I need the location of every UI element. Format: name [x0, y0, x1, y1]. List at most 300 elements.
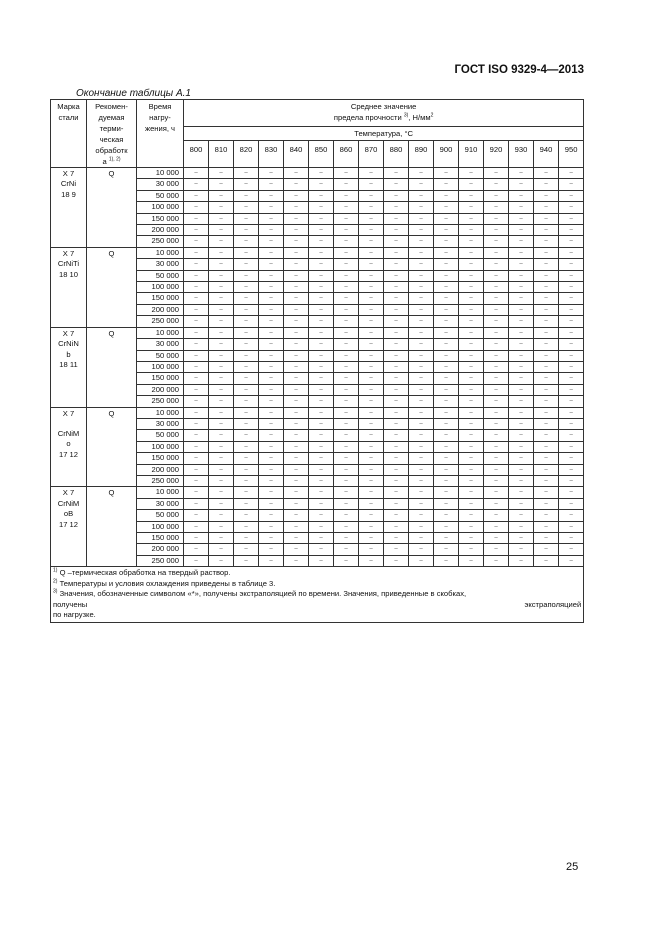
value-cell: –: [509, 327, 534, 338]
value-cell: –: [459, 544, 484, 555]
value-cell: –: [284, 350, 309, 361]
value-cell: –: [534, 521, 559, 532]
loading-time-cell: 250 000: [137, 475, 184, 486]
value-cell: –: [534, 418, 559, 429]
value-cell: –: [384, 293, 409, 304]
value-cell: –: [559, 533, 584, 544]
value-cell: –: [234, 304, 259, 315]
loading-time-cell: 200 000: [137, 384, 184, 395]
value-cell: –: [359, 179, 384, 190]
value-cell: –: [484, 510, 509, 521]
value-cell: –: [359, 339, 384, 350]
value-cell: –: [384, 304, 409, 315]
value-cell: –: [184, 407, 209, 418]
value-cell: –: [259, 373, 284, 384]
value-cell: –: [234, 464, 259, 475]
value-cell: –: [184, 259, 209, 270]
value-cell: –: [209, 430, 234, 441]
value-cell: –: [284, 270, 309, 281]
value-cell: –: [459, 498, 484, 509]
value-cell: –: [559, 259, 584, 270]
creep-strength-table: [50, 99, 584, 623]
value-cell: –: [434, 361, 459, 372]
value-cell: –: [359, 225, 384, 236]
value-cell: –: [434, 225, 459, 236]
value-cell: –: [559, 396, 584, 407]
value-cell: –: [234, 475, 259, 486]
value-cell: –: [309, 430, 334, 441]
value-cell: –: [534, 510, 559, 521]
loading-time-cell: 200 000: [137, 544, 184, 555]
value-cell: –: [409, 350, 434, 361]
value-cell: –: [259, 430, 284, 441]
value-cell: –: [434, 475, 459, 486]
value-cell: –: [334, 179, 359, 190]
value-cell: –: [184, 350, 209, 361]
value-cell: –: [309, 225, 334, 236]
value-cell: –: [284, 441, 309, 452]
value-cell: –: [534, 293, 559, 304]
value-cell: –: [409, 168, 434, 179]
value-cell: –: [459, 350, 484, 361]
value-cell: –: [284, 533, 309, 544]
value-cell: –: [359, 213, 384, 224]
value-cell: –: [409, 270, 434, 281]
value-cell: –: [509, 213, 534, 224]
value-cell: –: [509, 270, 534, 281]
value-cell: –: [484, 555, 509, 566]
value-cell: –: [259, 544, 284, 555]
value-cell: –: [334, 396, 359, 407]
loading-time-cell: 100 000: [137, 441, 184, 452]
value-cell: –: [384, 259, 409, 270]
value-cell: –: [234, 441, 259, 452]
loading-time-cell: 250 000: [137, 396, 184, 407]
value-cell: –: [259, 384, 284, 395]
value-cell: –: [534, 270, 559, 281]
value-cell: –: [334, 339, 359, 350]
value-cell: –: [334, 350, 359, 361]
value-cell: –: [334, 361, 359, 372]
value-cell: –: [334, 282, 359, 293]
value-cell: –: [209, 533, 234, 544]
value-cell: –: [459, 247, 484, 258]
temperature-header-cell: 860: [334, 141, 359, 168]
value-cell: –: [534, 453, 559, 464]
value-cell: –: [334, 510, 359, 521]
value-cell: –: [434, 327, 459, 338]
steel-grade-cell: Х 7 CrNiN b 18 11: [51, 327, 87, 407]
value-cell: –: [459, 521, 484, 532]
value-cell: –: [384, 202, 409, 213]
value-cell: –: [559, 441, 584, 452]
value-cell: –: [409, 213, 434, 224]
value-cell: –: [184, 510, 209, 521]
value-cell: –: [209, 179, 234, 190]
table-row: [51, 247, 584, 258]
value-cell: –: [434, 202, 459, 213]
value-cell: –: [559, 407, 584, 418]
value-cell: –: [409, 396, 434, 407]
value-cell: –: [384, 498, 409, 509]
loading-time-cell: 50 000: [137, 350, 184, 361]
value-cell: –: [359, 498, 384, 509]
temperature-header-cell: 930: [509, 141, 534, 168]
value-cell: –: [534, 316, 559, 327]
value-cell: –: [409, 247, 434, 258]
loading-time-cell: 10 000: [137, 168, 184, 179]
value-cell: –: [234, 418, 259, 429]
value-cell: –: [259, 533, 284, 544]
value-cell: –: [259, 521, 284, 532]
value-cell: –: [409, 533, 434, 544]
value-cell: –: [209, 407, 234, 418]
value-cell: –: [434, 247, 459, 258]
value-cell: –: [309, 418, 334, 429]
value-cell: –: [284, 190, 309, 201]
value-cell: –: [384, 213, 409, 224]
value-cell: –: [409, 407, 434, 418]
value-cell: –: [309, 270, 334, 281]
value-cell: –: [484, 304, 509, 315]
value-cell: –: [459, 270, 484, 281]
value-cell: –: [309, 339, 334, 350]
value-cell: –: [309, 350, 334, 361]
value-cell: –: [409, 316, 434, 327]
value-cell: –: [184, 453, 209, 464]
loading-time-cell: 100 000: [137, 202, 184, 213]
value-cell: –: [534, 441, 559, 452]
value-cell: –: [534, 407, 559, 418]
value-cell: –: [384, 190, 409, 201]
value-cell: –: [409, 361, 434, 372]
value-cell: –: [459, 396, 484, 407]
value-cell: –: [509, 487, 534, 498]
loading-time-cell: 10 000: [137, 327, 184, 338]
value-cell: –: [459, 316, 484, 327]
value-cell: –: [534, 168, 559, 179]
value-cell: –: [434, 339, 459, 350]
value-cell: –: [334, 498, 359, 509]
value-cell: –: [209, 555, 234, 566]
value-cell: –: [459, 373, 484, 384]
value-cell: –: [484, 190, 509, 201]
value-cell: –: [509, 202, 534, 213]
value-cell: –: [234, 259, 259, 270]
col-header-grade: Марка стали: [51, 100, 87, 168]
value-cell: –: [359, 418, 384, 429]
value-cell: –: [284, 236, 309, 247]
value-cell: –: [309, 373, 334, 384]
value-cell: –: [309, 179, 334, 190]
value-cell: –: [384, 521, 409, 532]
value-cell: –: [559, 225, 584, 236]
value-cell: –: [509, 441, 534, 452]
value-cell: –: [509, 407, 534, 418]
value-cell: –: [509, 544, 534, 555]
value-cell: –: [534, 544, 559, 555]
value-cell: –: [184, 270, 209, 281]
value-cell: –: [209, 293, 234, 304]
value-cell: –: [409, 544, 434, 555]
value-cell: –: [209, 418, 234, 429]
value-cell: –: [359, 544, 384, 555]
value-cell: –: [434, 190, 459, 201]
value-cell: –: [484, 213, 509, 224]
value-cell: –: [359, 521, 384, 532]
value-cell: –: [409, 498, 434, 509]
value-cell: –: [309, 190, 334, 201]
temperature-header-cell: 920: [484, 141, 509, 168]
value-cell: –: [309, 555, 334, 566]
value-cell: –: [384, 510, 409, 521]
value-cell: –: [484, 498, 509, 509]
value-cell: –: [334, 407, 359, 418]
value-cell: –: [534, 225, 559, 236]
loading-time-cell: 100 000: [137, 361, 184, 372]
value-cell: –: [509, 453, 534, 464]
value-cell: –: [234, 533, 259, 544]
value-cell: –: [459, 179, 484, 190]
value-cell: –: [534, 373, 559, 384]
value-cell: –: [284, 247, 309, 258]
value-cell: –: [384, 339, 409, 350]
value-cell: –: [559, 464, 584, 475]
value-cell: –: [384, 225, 409, 236]
value-cell: –: [309, 247, 334, 258]
note-1: $^{1)}$ Q –термическая обработка на твердый раствор.: [53, 567, 231, 578]
value-cell: –: [509, 247, 534, 258]
value-cell: –: [484, 225, 509, 236]
value-cell: –: [434, 384, 459, 395]
value-cell: –: [359, 396, 384, 407]
value-cell: –: [409, 282, 434, 293]
value-cell: –: [309, 361, 334, 372]
value-cell: –: [559, 179, 584, 190]
value-cell: –: [184, 384, 209, 395]
value-cell: –: [259, 453, 284, 464]
value-cell: –: [184, 521, 209, 532]
value-cell: –: [209, 190, 234, 201]
value-cell: –: [259, 407, 284, 418]
value-cell: –: [384, 236, 409, 247]
value-cell: –: [359, 384, 384, 395]
value-cell: –: [484, 544, 509, 555]
value-cell: –: [534, 327, 559, 338]
value-cell: –: [259, 316, 284, 327]
value-cell: –: [209, 441, 234, 452]
value-cell: –: [434, 544, 459, 555]
value-cell: –: [209, 373, 234, 384]
value-cell: –: [434, 418, 459, 429]
value-cell: –: [284, 202, 309, 213]
value-cell: –: [284, 453, 309, 464]
value-cell: –: [484, 327, 509, 338]
value-cell: –: [334, 293, 359, 304]
value-cell: –: [259, 339, 284, 350]
value-cell: –: [234, 282, 259, 293]
value-cell: –: [209, 475, 234, 486]
value-cell: –: [234, 498, 259, 509]
value-cell: –: [559, 555, 584, 566]
value-cell: –: [384, 361, 409, 372]
value-cell: –: [184, 190, 209, 201]
value-cell: –: [534, 339, 559, 350]
treatment-cell: Q: [87, 168, 137, 248]
value-cell: –: [559, 487, 584, 498]
loading-time-cell: 200 000: [137, 304, 184, 315]
value-cell: –: [509, 168, 534, 179]
value-cell: –: [309, 168, 334, 179]
value-cell: –: [284, 475, 309, 486]
col-header-temperature: Температура, °С: [184, 126, 584, 140]
value-cell: –: [484, 464, 509, 475]
value-cell: –: [384, 475, 409, 486]
value-cell: –: [534, 350, 559, 361]
note-3-cont: получены экстраполяцией: [53, 599, 582, 609]
value-cell: –: [184, 441, 209, 452]
value-cell: –: [359, 190, 384, 201]
document-standard-header: ГОСТ ISO 9329-4—2013: [454, 64, 584, 76]
value-cell: –: [334, 270, 359, 281]
value-cell: –: [334, 190, 359, 201]
value-cell: –: [259, 350, 284, 361]
loading-time-cell: 50 000: [137, 510, 184, 521]
value-cell: –: [409, 304, 434, 315]
value-cell: –: [384, 327, 409, 338]
temperature-header-cell: 820: [234, 141, 259, 168]
value-cell: –: [459, 293, 484, 304]
value-cell: –: [209, 464, 234, 475]
value-cell: –: [259, 498, 284, 509]
value-cell: –: [259, 487, 284, 498]
value-cell: –: [234, 453, 259, 464]
value-cell: –: [434, 453, 459, 464]
value-cell: –: [534, 282, 559, 293]
value-cell: –: [334, 418, 359, 429]
value-cell: –: [184, 339, 209, 350]
value-cell: –: [509, 510, 534, 521]
value-cell: –: [484, 521, 509, 532]
value-cell: –: [334, 453, 359, 464]
value-cell: –: [184, 475, 209, 486]
value-cell: –: [209, 282, 234, 293]
value-cell: –: [259, 213, 284, 224]
loading-time-cell: 150 000: [137, 373, 184, 384]
value-cell: –: [234, 407, 259, 418]
value-cell: –: [534, 498, 559, 509]
value-cell: –: [559, 453, 584, 464]
value-cell: –: [434, 430, 459, 441]
value-cell: –: [559, 510, 584, 521]
value-cell: –: [259, 168, 284, 179]
value-cell: –: [334, 544, 359, 555]
value-cell: –: [559, 327, 584, 338]
value-cell: –: [409, 327, 434, 338]
value-cell: –: [259, 327, 284, 338]
value-cell: –: [234, 236, 259, 247]
value-cell: –: [359, 475, 384, 486]
value-cell: –: [409, 179, 434, 190]
value-cell: –: [309, 304, 334, 315]
value-cell: –: [234, 430, 259, 441]
value-cell: –: [484, 202, 509, 213]
value-cell: –: [484, 384, 509, 395]
value-cell: –: [534, 384, 559, 395]
value-cell: –: [184, 202, 209, 213]
loading-time-cell: 250 000: [137, 316, 184, 327]
value-cell: –: [334, 202, 359, 213]
value-cell: –: [409, 225, 434, 236]
loading-time-cell: 50 000: [137, 430, 184, 441]
value-cell: –: [434, 293, 459, 304]
value-cell: –: [184, 361, 209, 372]
value-cell: –: [309, 544, 334, 555]
table-row: [51, 327, 584, 338]
value-cell: –: [434, 213, 459, 224]
value-cell: –: [284, 225, 309, 236]
value-cell: –: [384, 179, 409, 190]
value-cell: –: [259, 236, 284, 247]
value-cell: –: [209, 361, 234, 372]
value-cell: –: [309, 521, 334, 532]
value-cell: –: [509, 475, 534, 486]
value-cell: –: [234, 190, 259, 201]
value-cell: –: [359, 202, 384, 213]
value-cell: –: [384, 373, 409, 384]
value-cell: –: [459, 418, 484, 429]
value-cell: –: [509, 304, 534, 315]
value-cell: –: [559, 430, 584, 441]
steel-grade-cell: Х 7 CrNiM oB 17 12: [51, 487, 87, 567]
value-cell: –: [284, 555, 309, 566]
value-cell: –: [359, 361, 384, 372]
value-cell: –: [234, 521, 259, 532]
value-cell: –: [309, 441, 334, 452]
value-cell: –: [534, 190, 559, 201]
value-cell: –: [209, 316, 234, 327]
value-cell: –: [509, 179, 534, 190]
value-cell: –: [309, 293, 334, 304]
loading-time-cell: 10 000: [137, 407, 184, 418]
value-cell: –: [534, 259, 559, 270]
value-cell: –: [434, 521, 459, 532]
value-cell: –: [434, 407, 459, 418]
page-number: 25: [566, 861, 579, 873]
value-cell: –: [234, 179, 259, 190]
value-cell: –: [384, 555, 409, 566]
value-cell: –: [509, 498, 534, 509]
value-cell: –: [459, 327, 484, 338]
value-cell: –: [284, 327, 309, 338]
value-cell: –: [409, 430, 434, 441]
value-cell: –: [434, 533, 459, 544]
note-3: $^{3)}$ Значения, обозначенные символом «*», получены экстраполяцией по времени. Значения, приведенные в скобках,: [53, 588, 467, 599]
value-cell: –: [209, 259, 234, 270]
value-cell: –: [534, 202, 559, 213]
value-cell: –: [409, 418, 434, 429]
value-cell: –: [334, 475, 359, 486]
loading-time-cell: 10 000: [137, 487, 184, 498]
value-cell: –: [259, 247, 284, 258]
value-cell: –: [559, 304, 584, 315]
table-notes: [51, 567, 584, 623]
value-cell: –: [384, 453, 409, 464]
value-cell: –: [509, 373, 534, 384]
value-cell: –: [359, 327, 384, 338]
value-cell: –: [234, 510, 259, 521]
temperature-header-cell: 840: [284, 141, 309, 168]
